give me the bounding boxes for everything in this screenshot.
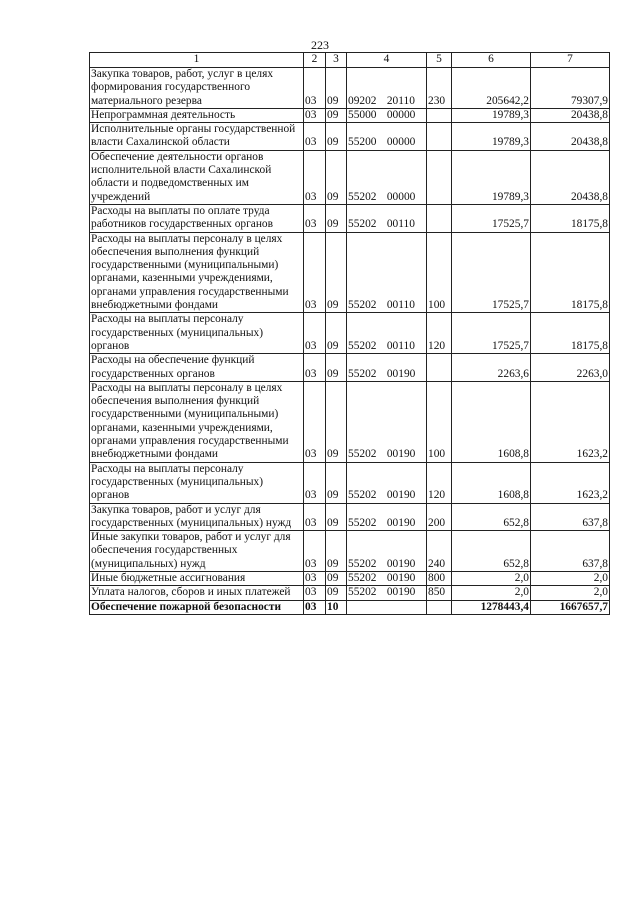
row-name: Закупка товаров, работ, услуг в целях формирования государственного материального резерва	[90, 68, 304, 109]
amount-year-1: 1608,8	[452, 462, 531, 503]
amount-year-1: 2263,6	[452, 354, 531, 382]
expense-type-code: 240	[427, 531, 452, 572]
amount-year-1: 17525,7	[452, 313, 531, 354]
target-article-code	[347, 531, 427, 572]
amount-year-1: 652,8	[452, 531, 531, 572]
table-row	[90, 571, 610, 585]
amount-year-2: 1623,2	[531, 381, 610, 462]
row-name: Иные бюджетные ассигнования	[90, 571, 304, 585]
expense-type-code: 100	[427, 381, 452, 462]
direction-code: 00000	[386, 190, 416, 203]
direction-code: 00190	[386, 516, 416, 529]
subsection-code: 09	[326, 313, 347, 354]
row-name: Обеспечение пожарной безопасности	[90, 600, 304, 614]
amount-year-2: 1667657,7	[531, 600, 610, 614]
amount-year-2: 18175,8	[531, 313, 610, 354]
section-code: 03	[304, 232, 326, 313]
section-code: 03	[304, 68, 326, 109]
target-article-code	[347, 381, 427, 462]
target-article-code	[347, 232, 427, 313]
amount-year-2: 20438,8	[531, 123, 610, 151]
amount-year-1: 1608,8	[452, 381, 531, 462]
expense-type-code	[427, 600, 452, 614]
amount-year-1: 17525,7	[452, 204, 531, 232]
direction-code: 00190	[386, 557, 416, 570]
amount-year-1: 19789,3	[452, 150, 531, 204]
amount-year-1: 1278443,4	[452, 600, 531, 614]
subsection-code: 09	[326, 531, 347, 572]
program-code: 55202	[348, 448, 377, 461]
row-name: Иные закупки товаров, работ и услуг для обеспечения государственных (муниципальных) нужд	[90, 531, 304, 572]
subsection-code: 09	[326, 123, 347, 151]
direction-code: 00190	[386, 367, 416, 380]
section-code: 03	[304, 531, 326, 572]
subsection-code: 09	[326, 571, 347, 585]
table-row	[90, 381, 610, 462]
direction-code: 00110	[386, 218, 415, 231]
direction-code: 00000	[386, 136, 416, 149]
section-code: 03	[304, 313, 326, 354]
direction-code: 00110	[386, 299, 415, 312]
amount-year-1: 19789,3	[452, 108, 531, 122]
expense-type-code: 850	[427, 586, 452, 600]
subsection-code: 09	[326, 204, 347, 232]
section-code: 03	[304, 204, 326, 232]
target-article-code	[347, 150, 427, 204]
section-code: 03	[304, 571, 326, 585]
table-row	[90, 232, 610, 313]
row-name: Расходы на выплаты персоналу государственных (муниципальных) органов	[90, 462, 304, 503]
expense-type-code	[427, 123, 452, 151]
amount-year-1: 17525,7	[452, 232, 531, 313]
row-name: Расходы на выплаты персоналу в целях обеспечения выполнения функций государственными (муниципальными) органами, казенными учреждениями, органами управления государственными внебюджетными фондами	[90, 232, 304, 313]
amount-year-1: 2,0	[452, 586, 531, 600]
subsection-code: 09	[326, 462, 347, 503]
expense-type-code: 230	[427, 68, 452, 109]
table-row	[90, 354, 610, 382]
amount-year-2: 2,0	[531, 586, 610, 600]
table-row	[90, 68, 610, 109]
program-code: 55202	[348, 299, 377, 312]
program-code: 55202	[348, 339, 377, 352]
direction-code: 00190	[386, 571, 416, 584]
amount-year-1: 2,0	[452, 571, 531, 585]
expense-type-code: 800	[427, 571, 452, 585]
target-article-code	[347, 204, 427, 232]
amount-year-1: 19789,3	[452, 123, 531, 151]
amount-year-2: 18175,8	[531, 232, 610, 313]
column-header: 7	[531, 53, 610, 68]
row-name: Уплата налогов, сборов и иных платежей	[90, 586, 304, 600]
table-body	[90, 68, 610, 615]
program-code: 55202	[348, 489, 377, 502]
amount-year-2: 2,0	[531, 571, 610, 585]
row-name: Обеспечение деятельности органов исполнительной власти Сахалинской области и подведомственных им учреждений	[90, 150, 304, 204]
table-row	[90, 123, 610, 151]
column-header: 4	[347, 53, 427, 68]
subsection-code: 09	[326, 381, 347, 462]
target-article-code	[347, 108, 427, 122]
subsection-code: 10	[326, 600, 347, 614]
target-article-code	[347, 313, 427, 354]
row-name: Расходы на выплаты персоналу в целях обеспечения выполнения функций государственными (муниципальными) органами, казенными учреждениями, органами управления государственными внебюджетными фондами	[90, 381, 304, 462]
program-code: 55202	[348, 586, 377, 599]
target-article-code	[347, 600, 427, 614]
table-row	[90, 108, 610, 122]
target-article-code	[347, 462, 427, 503]
subsection-code: 09	[326, 232, 347, 313]
table-row	[90, 204, 610, 232]
table-row	[90, 586, 610, 600]
direction-code: 00190	[386, 489, 416, 502]
amount-year-1: 205642,2	[452, 68, 531, 109]
table-row	[90, 531, 610, 572]
expense-type-code: 120	[427, 313, 452, 354]
expense-type-code: 100	[427, 232, 452, 313]
subsection-code: 09	[326, 503, 347, 531]
program-code: 55202	[348, 557, 377, 570]
program-code: 55202	[348, 571, 377, 584]
direction-code: 00190	[386, 448, 416, 461]
expense-type-code	[427, 354, 452, 382]
target-article-code	[347, 123, 427, 151]
table-row	[90, 503, 610, 531]
target-article-code	[347, 354, 427, 382]
section-code: 03	[304, 462, 326, 503]
subsection-code: 09	[326, 68, 347, 109]
direction-code: 20110	[386, 94, 415, 107]
amount-year-2: 2263,0	[531, 354, 610, 382]
section-code: 03	[304, 354, 326, 382]
column-header: 6	[452, 53, 531, 68]
amount-year-2: 1623,2	[531, 462, 610, 503]
subsection-code: 09	[326, 108, 347, 122]
section-code: 03	[304, 150, 326, 204]
amount-year-1: 652,8	[452, 503, 531, 531]
table-row	[90, 600, 610, 614]
table-row	[90, 462, 610, 503]
page-number: 223	[311, 38, 329, 52]
amount-year-2: 79307,9	[531, 68, 610, 109]
subsection-code: 09	[326, 586, 347, 600]
section-code: 03	[304, 108, 326, 122]
section-code: 03	[304, 586, 326, 600]
row-name: Закупка товаров, работ и услуг для государственных (муниципальных) нужд	[90, 503, 304, 531]
target-article-code	[347, 586, 427, 600]
direction-code: 00000	[386, 108, 416, 121]
program-code: 09202	[348, 94, 377, 107]
section-code: 03	[304, 123, 326, 151]
amount-year-2: 20438,8	[531, 108, 610, 122]
column-number-row	[90, 53, 610, 68]
direction-code: 00190	[386, 586, 416, 599]
column-header: 1	[90, 53, 304, 68]
target-article-code	[347, 68, 427, 109]
row-name: Расходы на обеспечение функций государственных органов	[90, 354, 304, 382]
amount-year-2: 637,8	[531, 503, 610, 531]
row-name: Расходы на выплаты персоналу государственных (муниципальных) органов	[90, 313, 304, 354]
subsection-code: 09	[326, 150, 347, 204]
amount-year-2: 18175,8	[531, 204, 610, 232]
column-header: 2	[304, 53, 326, 68]
program-code: 55202	[348, 516, 377, 529]
program-code: 55202	[348, 367, 377, 380]
expense-type-code	[427, 150, 452, 204]
row-name: Расходы на выплаты по оплате труда работников государственных органов	[90, 204, 304, 232]
amount-year-2: 20438,8	[531, 150, 610, 204]
row-name: Исполнительные органы государственной власти Сахалинской области	[90, 123, 304, 151]
section-code: 03	[304, 503, 326, 531]
program-code: 55202	[348, 190, 377, 203]
target-article-code	[347, 503, 427, 531]
subsection-code: 09	[326, 354, 347, 382]
expense-type-code	[427, 204, 452, 232]
target-article-code	[347, 571, 427, 585]
program-code: 55000	[348, 108, 377, 121]
section-code: 03	[304, 381, 326, 462]
table-row	[90, 150, 610, 204]
program-code: 55202	[348, 218, 377, 231]
row-name: Непрограммная деятельность	[90, 108, 304, 122]
program-code: 55200	[348, 136, 377, 149]
expense-type-code	[427, 108, 452, 122]
expense-type-code: 200	[427, 503, 452, 531]
budget-table	[89, 52, 610, 615]
direction-code: 00110	[386, 339, 415, 352]
section-code: 03	[304, 600, 326, 614]
table-row	[90, 313, 610, 354]
expense-type-code: 120	[427, 462, 452, 503]
column-header: 5	[427, 53, 452, 68]
column-header: 3	[326, 53, 347, 68]
amount-year-2: 637,8	[531, 531, 610, 572]
